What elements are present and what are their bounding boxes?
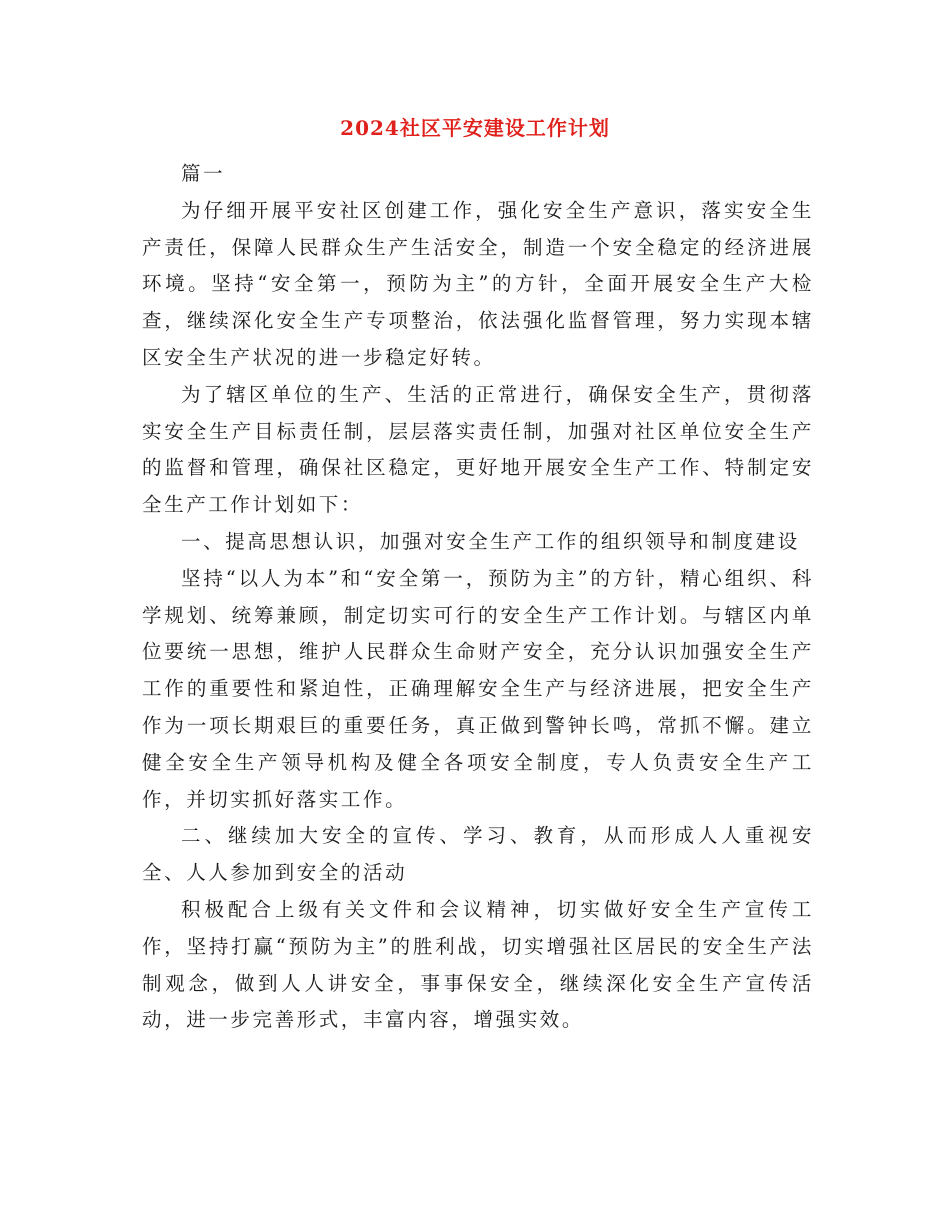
paragraph: 积极配合上级有关文件和会议精神，切实做好安全生产宣传工作，坚持打赢“预防为主”的胜利战，切实增强社区居民的安全生产法制观念，做到人人讲安全，事事保安全，继续深化安全生产宣传活动，进一步完善形式，丰富内容，增强实效。 — [142, 897, 814, 1032]
section-heading: 二、继续加大安全的宣传、学习、教育，从而形成人人重视安全、人人参加到安全的活动 — [142, 824, 814, 885]
document-title: 2024社区平安建设工作计划 — [340, 116, 610, 140]
section-heading: 一、提高思想认识，加强对安全生产工作的组织领导和制度建设 — [181, 529, 800, 553]
paragraph: 为仔细开展平安社区创建工作，强化安全生产意识，落实安全生产责任，保障人民群众生产生活安全，制造一个安全稳定的经济进展环境。坚持“安全第一，预防为主”的方针，全面开展安全生产大检查，继续深化安全生产专项整治，依法强化监督管理，努力实现本辖区安全生产状况的进一步稳定好转。 — [142, 198, 814, 369]
paragraph: 坚持“以人为本”和“安全第一，预防为主”的方针，精心组织、科学规划、统筹兼顾，制定切实可行的安全生产工作计划。与辖区内单位要统一思想，维护人民群众生命财产安全，充分认识加强安全生产工作的重要性和紧迫性，正确理解安全生产与经济进展，把安全生产作为一项长期艰巨的重要任务，真正做到警钟长鸣，常抓不懈。建立健全安全生产领导机构及健全各项安全制度，专人负责安全生产工作，并切实抓好落实工作。 — [142, 566, 814, 811]
document-body — [142, 156, 814, 1039]
paragraph: 为了辖区单位的生产、生活的正常进行，确保安全生产，贯彻落实安全生产目标责任制，层层落实责任制，加强对社区单位安全生产的监督和管理，确保社区稳定，更好地开展安全生产工作、特制定安全生产工作计划如下： — [142, 382, 814, 517]
section-label: 篇一 — [181, 162, 226, 185]
